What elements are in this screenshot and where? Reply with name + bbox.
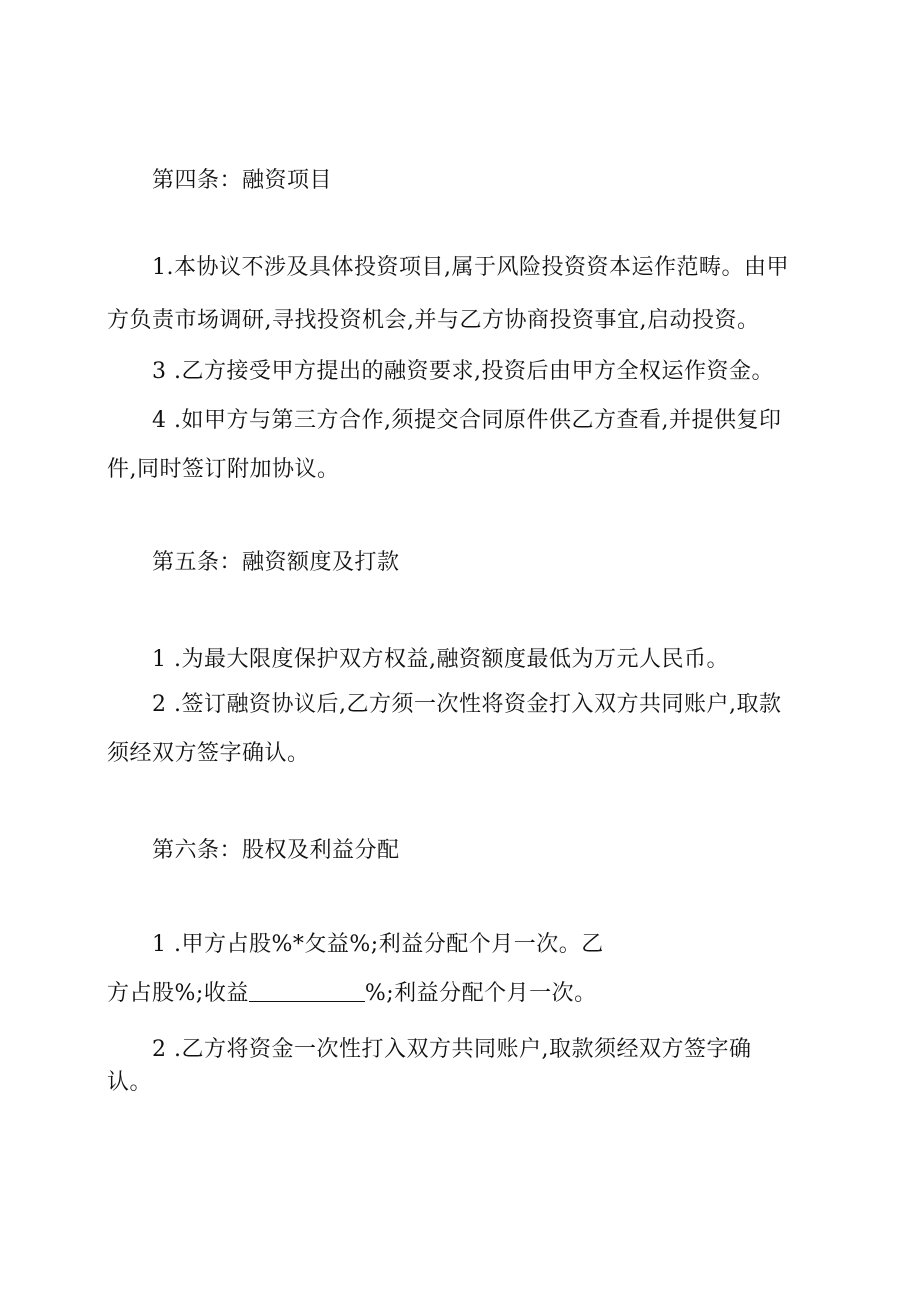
blank-underline [249,981,365,1002]
article6-item1-line2-part-b: %;利益分配个月一次。 [364,981,597,1006]
article4-item1-line2: 方负责市场调研,寻找投资机会,并与乙方协商投资事宜,启动投资。 [107,308,760,333]
article6-item1-line2 [107,979,597,1009]
article6-item2-line2: 认。 [107,1070,153,1095]
article6-heading: 第六条：股权及利益分配 [152,838,400,863]
article6-item1-line1: 1 .甲方占股%*攵益%;利益分配个月一次。乙 [152,932,604,957]
article6-item2-line1: 2 .乙方将资金一次性打入双方共同账户,取款须经双方签字确 [152,1037,752,1062]
article5-item2-line2: 须经双方签字确认。 [107,741,310,766]
article5-heading: 第五条：融资额度及打款 [152,550,400,575]
article4-heading: 第四条：融资项目 [152,168,333,193]
article5-item2-line1: 2 .签订融资协议后,乙方须一次性将资金打入双方共同账户,取款 [152,692,782,717]
article5-item1: 1 .为最大限度保护双方权益,融资额度最低为万元人民币。 [152,647,729,672]
article4-item1-line1: 1.本协议不涉及具体投资项目,属于风险投资资本运作范畴。由甲 [152,255,789,280]
article6-item1-line2-part-a: 方占股%;收益 [107,981,249,1006]
article4-item3: 3 .乙方接受甲方提出的融资要求,投资后由甲方全权运作资金。 [152,359,774,384]
article4-item4-line2: 件,同时签订附加协议。 [107,457,340,482]
article4-item4-line1: 4 .如甲方与第三方合作,须提交合同原件供乙方查看,并提供复印 [152,408,782,433]
